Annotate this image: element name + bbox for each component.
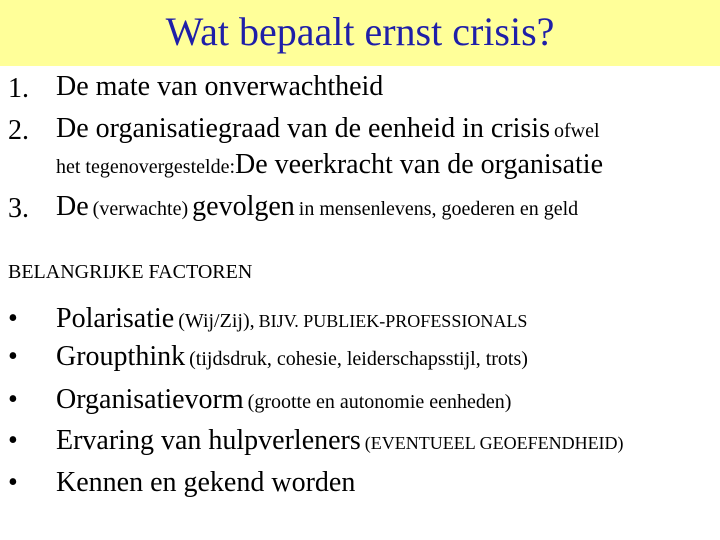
item-number: 2.	[8, 115, 29, 146]
item-text-small: ofwel	[553, 120, 600, 142]
item-text-part: gevolgen	[192, 191, 295, 222]
item-text-part: De	[56, 191, 89, 222]
item-number: 3.	[8, 193, 29, 224]
item-number: 1.	[8, 73, 29, 104]
factor-note: (EVENTUEEL GEOEFENDHEID)	[364, 433, 624, 453]
bullet-icon: •	[8, 467, 18, 498]
section-heading: BELANGRIJKE FACTOREN	[8, 261, 253, 283]
bullet-icon: •	[8, 384, 18, 415]
bullet-icon: •	[8, 303, 18, 334]
continuation-small: het tegenovergestelde:	[56, 156, 236, 178]
item-text: De organisatiegraad van de eenheid in crisis	[56, 113, 550, 144]
factor-note: BIJV. PUBLIEK-PROFESSIONALS	[258, 311, 528, 331]
factor-title: Ervaring van hulpverleners	[56, 425, 361, 456]
factor-detail: (Wij/Zij),	[178, 310, 255, 332]
factor-title: Groupthink	[56, 341, 186, 372]
factor-detail: (grootte en autonomie eenheden)	[247, 391, 512, 413]
factor-title: Polarisatie	[56, 303, 175, 334]
item-text: De mate van onverwachtheid	[56, 71, 384, 102]
slide-title: Wat bepaalt ernst crisis?	[165, 9, 555, 54]
factor-title: Kennen en gekend worden	[56, 467, 356, 498]
factor-detail: (tijdsdruk, cohesie, leiderschapsstijl, trots)	[189, 348, 528, 370]
item-text-part: in mensenlevens, goederen en geld	[298, 198, 579, 220]
continuation-big: De veerkracht van de organisatie	[235, 149, 603, 180]
bullet-icon: •	[8, 341, 18, 372]
factor-title: Organisatievorm	[56, 384, 244, 415]
item-text-part: (verwachte)	[92, 198, 189, 220]
bullet-icon: •	[8, 425, 18, 456]
